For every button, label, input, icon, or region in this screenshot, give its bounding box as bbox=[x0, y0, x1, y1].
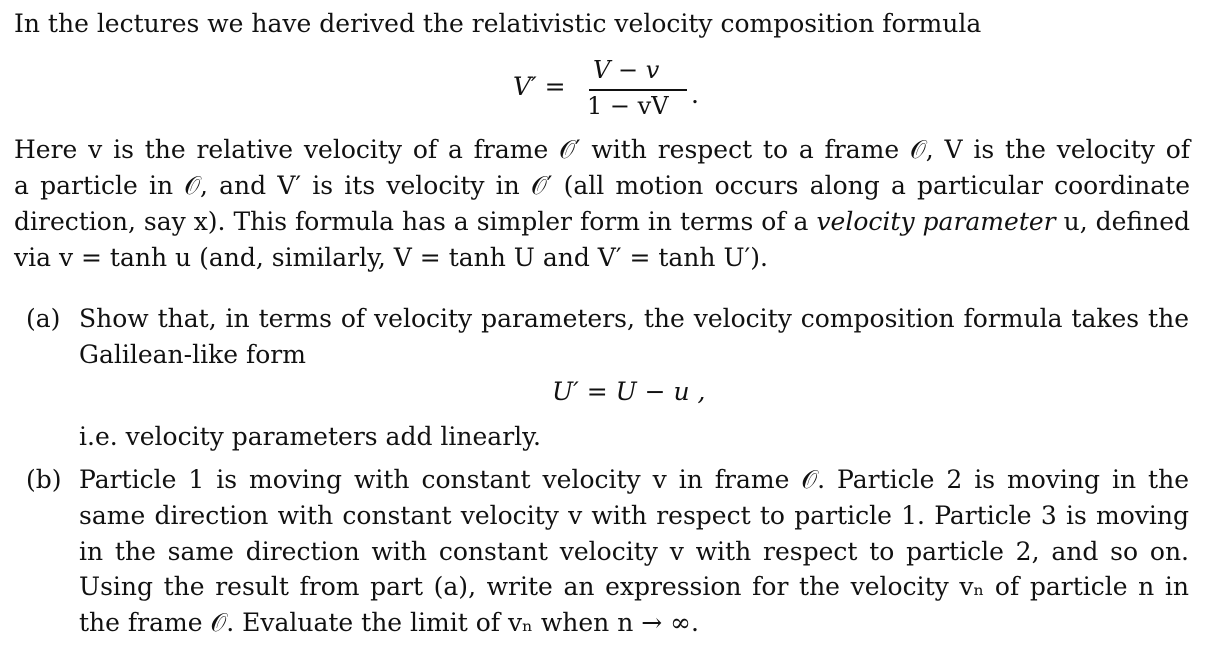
intro-line-3: a particle in 𝒪, and V′ is its velocity in 𝒪′ (all motion occurs along a particular coordinate bbox=[14, 171, 1190, 200]
formula-denominator: 1 − vV bbox=[587, 92, 669, 120]
part-b-line-3: in the same direction with constant velocity v with respect to particle 2, and so on. bbox=[79, 537, 1189, 566]
intro-line-2: Here v is the relative velocity of a frame 𝒪′ with respect to a frame 𝒪, V is the velocity of bbox=[14, 135, 1190, 164]
fraction-bar bbox=[589, 89, 687, 91]
intro-line-4-a: direction, say x). This formula has a simpler form in terms of a bbox=[14, 207, 817, 236]
part-a-line-3: i.e. velocity parameters add linearly. bbox=[79, 422, 541, 451]
formula-period: . bbox=[691, 80, 699, 109]
part-a-line-1: Show that, in terms of velocity parameters, the velocity composition formula takes the bbox=[79, 304, 1189, 333]
part-b-line-2: same direction with constant velocity v with respect to particle 1. Particle 3 is moving bbox=[79, 501, 1189, 530]
intro-line-4 bbox=[14, 207, 1190, 237]
intro-line-4-b: u, defined bbox=[1055, 207, 1190, 236]
velocity-parameter-term: velocity parameter bbox=[816, 207, 1056, 236]
part-b-line-1: Particle 1 is moving with constant velocity v in frame 𝒪. Particle 2 is moving in the bbox=[79, 465, 1189, 494]
part-b-line-4: Using the result from part (a), write an expression for the velocity vₙ of particle n in bbox=[79, 572, 1189, 601]
part-a-label: (a) bbox=[26, 304, 61, 333]
part-b-line-5: the frame 𝒪. Evaluate the limit of vₙ when n → ∞. bbox=[79, 608, 699, 637]
part-b-label: (b) bbox=[26, 465, 62, 494]
intro-line-1: In the lectures we have derived the relativistic velocity composition formula bbox=[14, 9, 982, 38]
formula-numerator: V − v bbox=[593, 56, 660, 84]
formula-lhs: V′ = bbox=[513, 72, 566, 101]
galilean-equation: U′ = U − u , bbox=[552, 377, 706, 406]
part-a-line-2: Galilean-like form bbox=[79, 340, 306, 369]
velocity-composition-formula bbox=[513, 52, 713, 122]
intro-line-5: via v = tanh u (and, similarly, V = tanh U and V′ = tanh U′). bbox=[14, 243, 768, 272]
